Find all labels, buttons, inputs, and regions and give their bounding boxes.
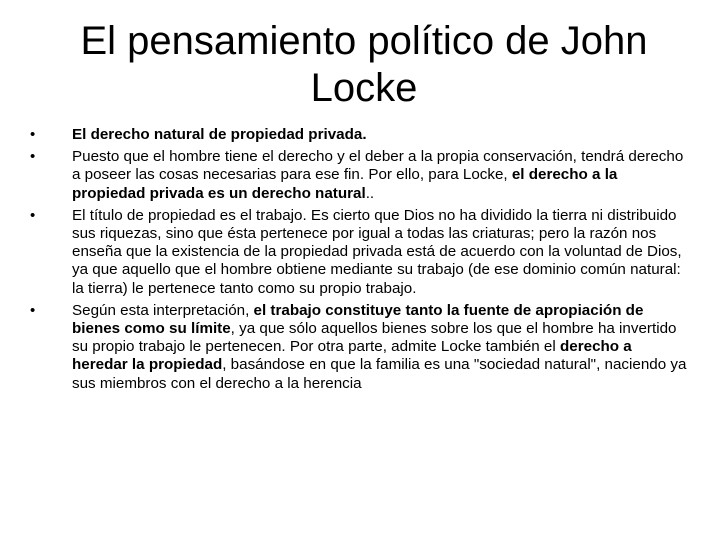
bullet-4-text-bold-1: el trabajo constituye tanto la fuente de apropiación de bienes como su límite	[72, 301, 644, 338]
bullet-item-4	[28, 302, 688, 393]
bullet-dot-icon: •	[30, 301, 36, 319]
bullet-4-text-1: Según esta interpretación,	[72, 301, 254, 319]
bullet-2-text-1: Puesto que el hombre tiene el derecho y el deber a la propia conservación, tendrá derecho a poseer las cosas necesarias para ese fin. Por ello, para Locke,	[72, 148, 684, 184]
bullet-3-text: El título de propiedad es el trabajo. Es cierto que Dios no ha dividido la tierra ni distribuido sus riquezas, sino que ésta pertenece por igual a todas las criaturas; pero la razón nos enseña que la existencia de la propiedad privada está de acuerdo con la voluntad de Dios, ya que aquello que el hombre obtiene mediante su trabajo (de ese dominio común natural: la tierra) le pertenece tanto como su propio trabajo.	[72, 206, 682, 297]
bullet-dot-icon: •	[30, 126, 36, 143]
bullet-item-3	[28, 207, 688, 298]
bullet-1-text-bold: El derecho natural de propiedad privada.	[72, 126, 367, 143]
bullet-2-text-end: ..	[365, 184, 375, 202]
bullet-item-2	[28, 148, 688, 203]
bullet-dot-icon: •	[30, 148, 36, 166]
bullet-dot-icon: •	[30, 206, 36, 224]
bullet-4-text-3: , basándose en que la familia es una "sociedad natural", naciendo ya sus miembros con el derecho a la herencia	[72, 356, 687, 392]
bullet-4-text-bold-2: derecho a heredar la propiedad	[72, 338, 632, 374]
slide-title: El pensamiento político de John Locke	[80, 19, 648, 110]
bullet-2-text-bold: el derecho a la propiedad privada es un derecho natural	[72, 166, 618, 202]
bullet-4-text-2: , ya que sólo aquellos bienes sobre los que el hombre ha invertido su propio trabajo le pertenecen. Por otra parte, admite Locke también el	[72, 320, 677, 356]
bullet-item-1	[28, 126, 688, 144]
bullet-list	[28, 126, 688, 397]
